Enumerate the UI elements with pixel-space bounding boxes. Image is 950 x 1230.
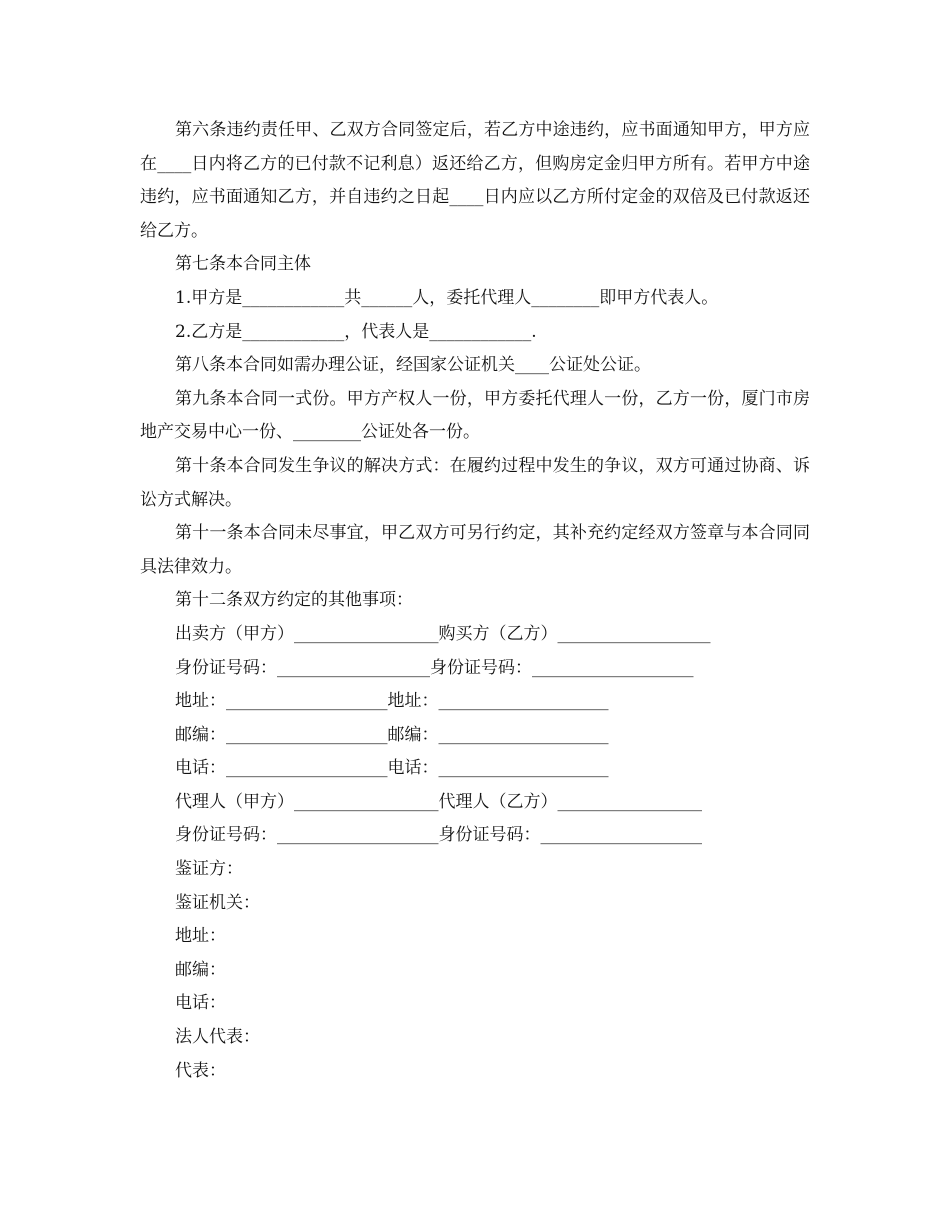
contract-clauses: [140, 114, 810, 618]
phone-line: 电话：___________________电话：____________________: [175, 758, 609, 779]
clause-11-supplement: 第十一条本合同未尽事宜，甲乙双方可另行约定，其补充约定经双方签章与本合同同具法律效力。: [140, 523, 810, 577]
agent-id-number-line: 身份证号码：___________________身份证号码：___________________: [175, 825, 702, 846]
clause-9-copies: 第九条本合同一式份。甲方产权人一份，甲方委托代理人一份，乙方一份，厦门市房地产交易中心一份、________公证处各一份。: [140, 388, 810, 443]
clause-7-party-b: 2.乙方是____________，代表人是____________.: [175, 321, 537, 342]
clause-12-other: 第十二条双方约定的其他事项：: [175, 590, 413, 611]
seller-buyer-line: 出卖方（甲方）_________________购买方（乙方）__________________: [175, 623, 711, 644]
clause-7-party-a: 1.甲方是____________共______人，委托代理人________即甲方代表人。: [175, 287, 719, 308]
clause-10-disputes: 第十条本合同发生争议的解决方式：在履约过程中发生的争议，双方可通过协商、诉讼方式解决。: [140, 455, 810, 510]
witness-line: 鉴证方：: [175, 859, 243, 880]
id-number-line: 身份证号码：__________________身份证号码：___________________: [175, 657, 694, 678]
witness-phone-line: 电话：: [175, 993, 226, 1014]
clause-7-heading: 第七条本合同主体: [175, 254, 311, 275]
signature-block: [140, 618, 810, 1088]
clause-6-breach: 第六条违约责任甲、乙双方合同签定后，若乙方中途违约，应书面通知甲方，甲方应在____日内将乙方的已付款不记利息）返还给乙方，但购房定金归甲方所有。若甲方中途违约，应书面通知乙方，并自违约之日起____日内应以乙方所付定金的双倍及已付款返还给乙方。: [140, 120, 810, 241]
agent-line: 代理人（甲方）_________________代理人（乙方）_________________: [175, 791, 702, 812]
witness-address-line: 地址：: [175, 926, 226, 947]
witness-postcode-line: 邮编：: [175, 959, 226, 980]
postcode-line: 邮编：___________________邮编：____________________: [175, 724, 609, 745]
address-line: 地址：___________________地址：____________________: [175, 691, 609, 712]
legal-representative-line: 法人代表：: [175, 1027, 260, 1048]
representative-line: 代表：: [175, 1060, 226, 1081]
clause-8-notary: 第八条本合同如需办理公证，经国家公证机关____公证处公证。: [175, 355, 651, 376]
witness-authority-line: 鉴证机关：: [175, 892, 260, 913]
